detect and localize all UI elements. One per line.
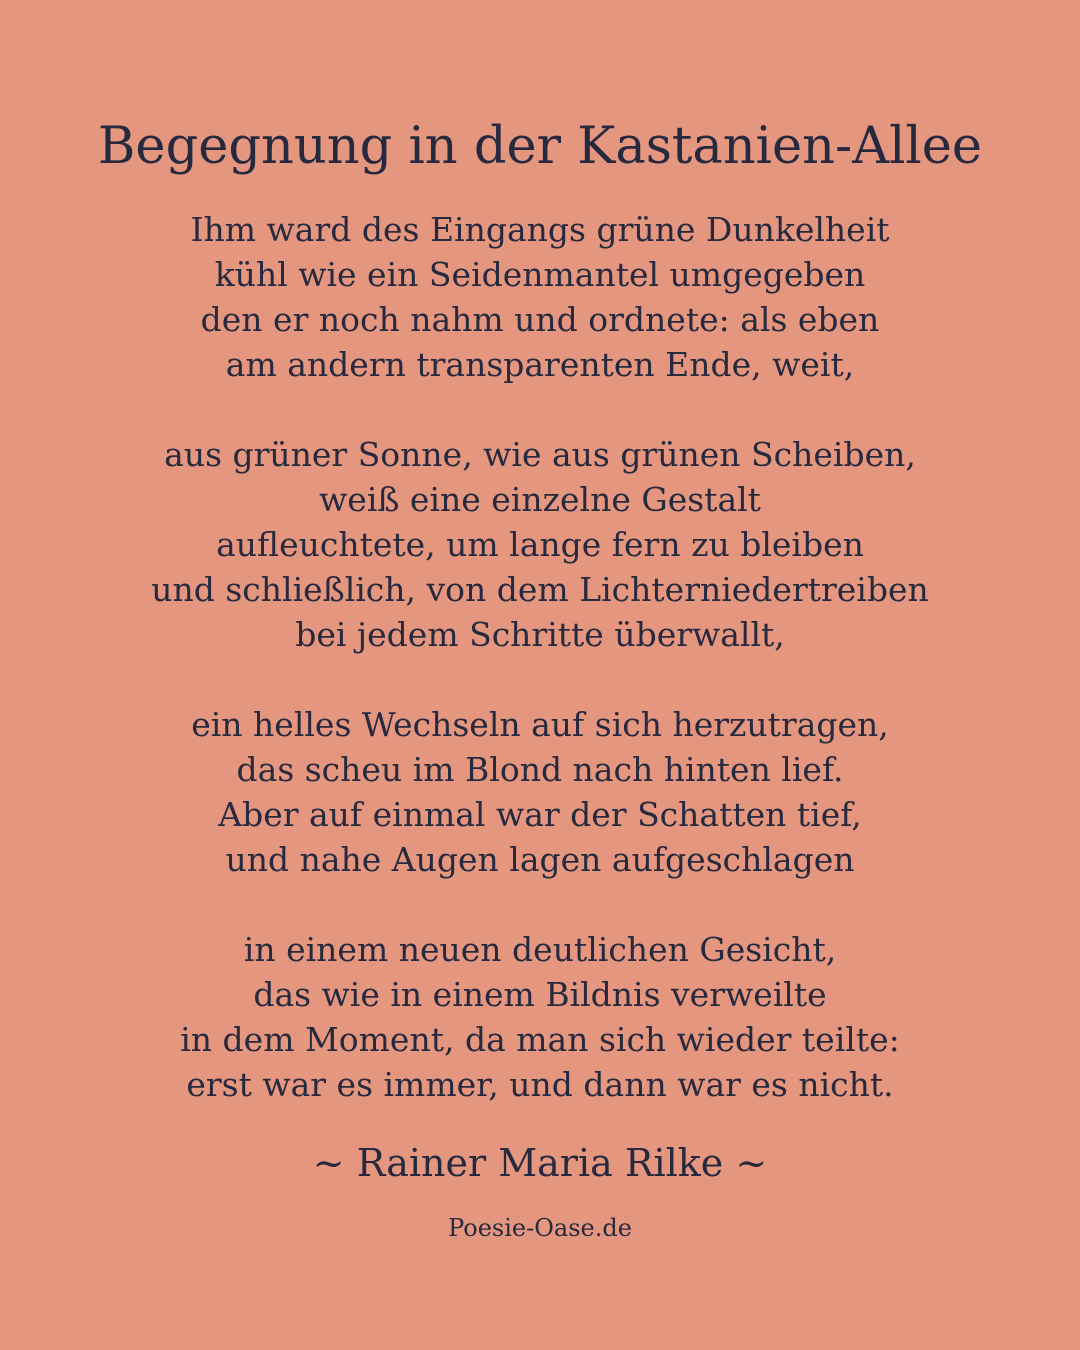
poem-body (0, 207, 1080, 1152)
website-label: Poesie-Oase.de (448, 1214, 632, 1242)
poem-line: weiß eine einzelne Gestalt (319, 480, 761, 519)
poem-line: kühl wie ein Seidenmantel umgegeben (214, 255, 866, 294)
stanza-3 (0, 702, 1080, 882)
poem-line: Aber auf einmal war der Schatten tief, (218, 795, 862, 834)
stanza-2 (0, 432, 1080, 657)
poem-line: und nahe Augen lagen aufgeschlagen (225, 840, 855, 879)
stanza-4 (0, 927, 1080, 1107)
poem-line: das scheu im Blond nach hinten lief. (236, 750, 844, 789)
poem-line: bei jedem Schritte überwallt, (295, 615, 785, 654)
poem-line: Ihm ward des Eingangs grüne Dunkelheit (190, 210, 890, 249)
poem-line: erst war es immer, und dann war es nicht. (186, 1065, 894, 1104)
poem-author: ~ Rainer Maria Rilke ~ (312, 1141, 768, 1185)
stanza-1 (0, 207, 1080, 387)
poem-title: Begegnung in der Kastanien-Allee (97, 117, 983, 176)
poem-line: den er noch nahm und ordnete: als eben (200, 300, 880, 339)
poem-line: in einem neuen deutlichen Gesicht, (243, 930, 837, 969)
poem-line: am andern transparenten Ende, weit, (225, 345, 855, 384)
poem-line: und schließlich, von dem Lichterniedertreiben (151, 570, 929, 609)
poem-line: in dem Moment, da man sich wieder teilte: (180, 1020, 900, 1059)
poem-line: aus grüner Sonne, wie aus grünen Scheiben, (164, 435, 916, 474)
poem-line: ein helles Wechseln auf sich herzutragen, (191, 705, 889, 744)
poem-line: das wie in einem Bildnis verweilte (253, 975, 827, 1014)
poem-line: aufleuchtete, um lange fern zu bleiben (216, 525, 864, 564)
